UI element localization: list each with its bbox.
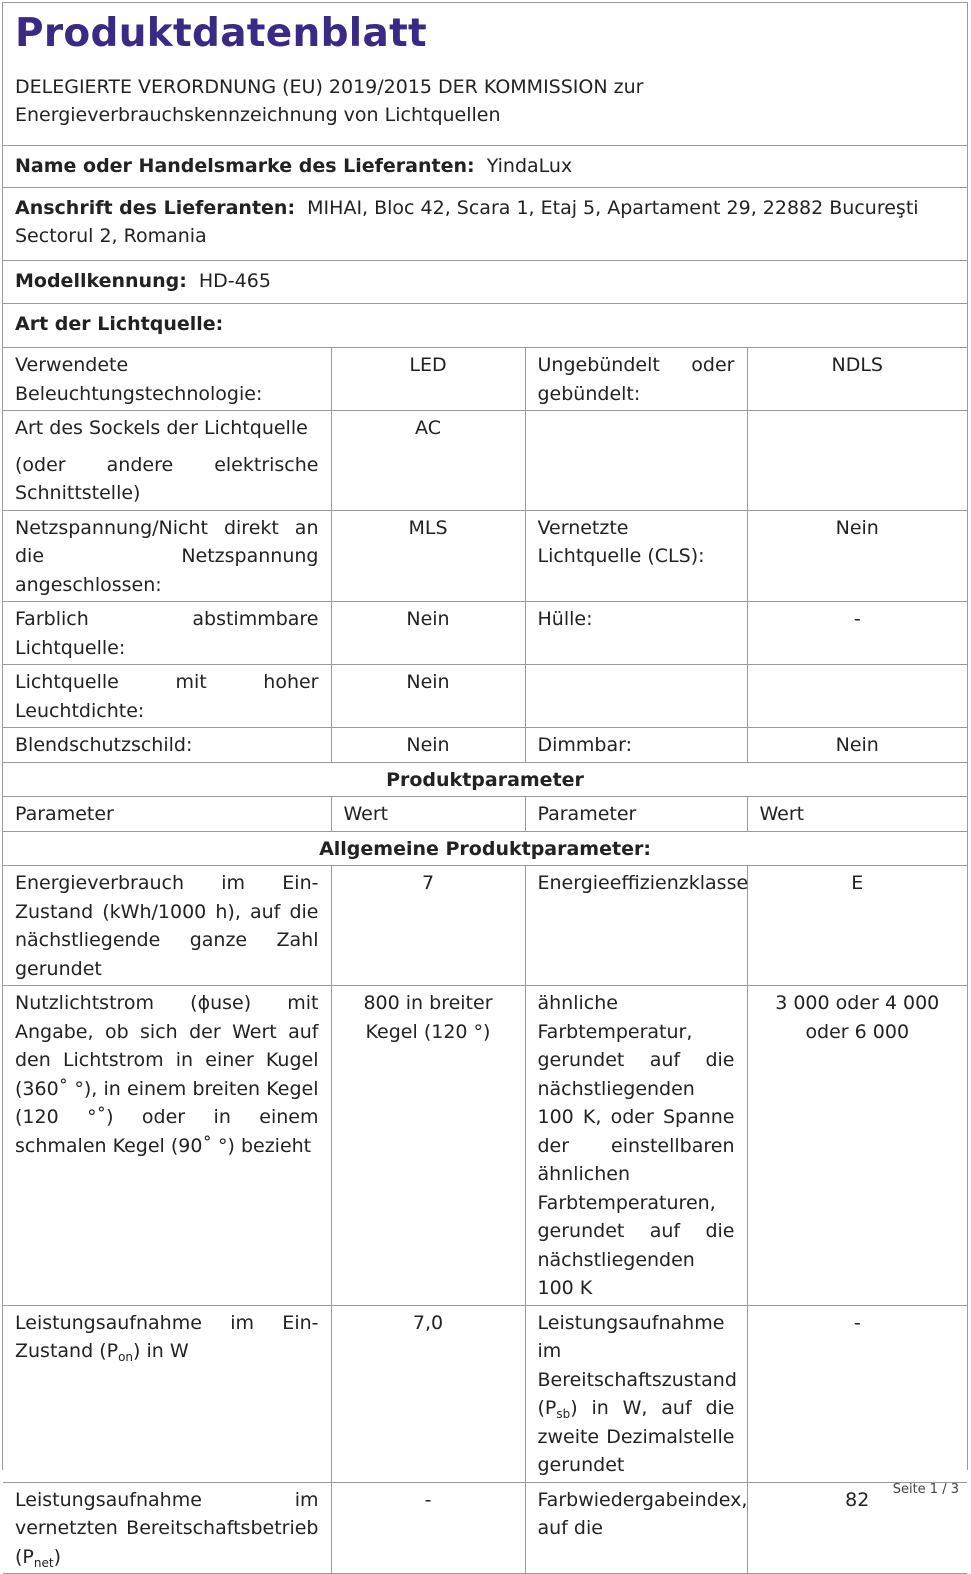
table-row — [3, 602, 967, 665]
power-on-subscript: on — [118, 1350, 134, 1364]
energy-consumption-value: 7 — [331, 866, 525, 986]
table-row — [3, 411, 967, 511]
column-header-value: Wert — [331, 797, 525, 832]
luminous-flux-value: 800 in breiter Kegel (120 °) — [331, 986, 525, 1306]
cri-label: Farbwiedergabeindex, auf die — [525, 1482, 747, 1574]
glare-shield-value: Nein — [331, 728, 525, 763]
table-row — [3, 797, 967, 832]
cap-value: AC — [331, 411, 525, 511]
supplier-name-label: Name oder Handelsmarke des Lieferanten: — [15, 155, 475, 177]
supplier-address-row — [3, 188, 967, 261]
power-on-label-suffix: ) in W — [133, 1340, 189, 1362]
empty-cell — [525, 411, 747, 511]
envelope-label: Hülle: — [525, 602, 747, 665]
table-row — [3, 1482, 967, 1574]
regulation-row — [3, 65, 967, 146]
power-on-label-text: Leistungsaufnahme im Ein-Zustand (P — [15, 1311, 319, 1362]
page-title: Produktdatenblatt — [15, 11, 427, 56]
product-parameters-header: Produktparameter — [3, 762, 967, 797]
energy-class-label: Energieeffizienzklasse — [525, 866, 747, 986]
supplier-name-row — [3, 146, 967, 188]
supplier-address-value: MIHAI, Bloc 42, Scara 1, Etaj 5, Apartament 29, 22882 Bucureşti Sectorul 2, Romania — [15, 197, 919, 247]
model-label: Modellkennung: — [15, 270, 187, 292]
directional-label: Ungebündelt oder gebündelt: — [525, 348, 747, 411]
energy-class-value: E — [747, 866, 967, 986]
light-type-header — [3, 304, 967, 348]
mains-label: Netzspannung/Nicht direkt an die Netzspannung angeschlossen: — [3, 510, 331, 602]
power-on-value: 7,0 — [331, 1305, 525, 1482]
standby-label-suffix: ) in W, auf die zweite Dezimalstelle gerundet — [537, 1397, 735, 1476]
glare-shield-label: Blendschutzschild: — [3, 728, 331, 763]
table-row — [3, 762, 967, 797]
regulation-line-1: DELEGIERTE VERORDNUNG (EU) 2019/2015 DER KOMMISSION zur — [15, 76, 644, 98]
table-row — [3, 348, 967, 411]
directional-value: NDLS — [747, 348, 967, 411]
network-standby-subscript: net — [33, 1555, 54, 1570]
empty-cell — [747, 665, 967, 728]
mains-value: MLS — [331, 510, 525, 602]
table-row — [3, 866, 967, 986]
power-on-label — [3, 1305, 331, 1482]
general-parameters-header: Allgemeine Produktparameter: — [3, 831, 967, 866]
model-value: HD-465 — [198, 270, 271, 292]
standby-label — [525, 1305, 747, 1482]
table-row — [3, 665, 967, 728]
table-row — [3, 1305, 967, 1482]
cap-label-cell — [3, 411, 331, 511]
column-header-parameter: Parameter — [3, 797, 331, 832]
empty-cell — [747, 411, 967, 511]
supplier-address-label: Anschrift des Lieferanten: — [15, 197, 296, 219]
network-standby-label — [3, 1482, 331, 1574]
page-number: Seite 1 / 3 — [892, 1482, 959, 1497]
tech-value: LED — [331, 348, 525, 411]
standby-value: - — [747, 1305, 967, 1482]
cap-label-line-2: (oder andere elektrische Schnittstelle) — [15, 453, 319, 504]
empty-cell — [525, 665, 747, 728]
table-row — [3, 510, 967, 602]
envelope-value: - — [747, 602, 967, 665]
high-luminance-value: Nein — [331, 665, 525, 728]
table-row — [3, 831, 967, 866]
parameters-table — [3, 348, 967, 1574]
connected-value: Nein — [747, 510, 967, 602]
energy-consumption-label: Energieverbrauch im Ein-Zustand (kWh/1000 h), auf die nächstliegende ganze Zahl gerundet — [3, 866, 331, 986]
cct-label: ähnliche Farbtemperatur, gerundet auf die nächstliegenden 100 K, oder Spanne der einstellbaren ähnlichen Farbtemperaturen, gerundet auf die nächstliegenden 100 K — [525, 986, 747, 1306]
dimmable-label: Dimmbar: — [525, 728, 747, 763]
table-row — [3, 986, 967, 1306]
column-header-parameter: Parameter — [525, 797, 747, 832]
column-header-value: Wert — [747, 797, 967, 832]
table-row — [3, 728, 967, 763]
cap-label-line-1: Art des Sockels der Lichtquelle — [15, 417, 308, 439]
cri-value: 82 — [747, 1482, 967, 1574]
colour-tunable-label: Farblich abstimmbare Lichtquelle: — [3, 602, 331, 665]
regulation-line-2: Energieverbrauchskennzeichnung von Lichtquellen — [15, 104, 501, 126]
supplier-name-value: YindaLux — [486, 155, 573, 177]
cct-value: 3 000 oder 4 000 oder 6 000 — [747, 986, 967, 1306]
network-standby-label-suffix: ) — [53, 1545, 61, 1568]
luminous-flux-label: Nutzlichtstrom (ϕuse) mit Angabe, ob sich der Wert auf den Lichtstrom in einer Kugel (360˚ °), in einem breiten Kegel (120 °˚) oder in einem schmalen Kegel (90˚ °) bezieht — [3, 986, 331, 1306]
high-luminance-label: Lichtquelle mit hoher Leuchtdichte: — [3, 665, 331, 728]
model-row — [3, 261, 967, 304]
colour-tunable-value: Nein — [331, 602, 525, 665]
dimmable-value: Nein — [747, 728, 967, 763]
tech-label: Verwendete Beleuchtungstechnologie: — [3, 348, 331, 411]
standby-label-text: Leistungsaufnahme im Bereitschaftszustand (P — [537, 1311, 737, 1419]
network-standby-value: - — [331, 1482, 525, 1574]
connected-label: Vernetzte Lichtquelle (CLS): — [525, 510, 747, 602]
standby-subscript: sb — [556, 1407, 571, 1421]
network-standby-label-text: Leistungsaufnahme im vernetzten Bereitschaftsbetrieb (P — [15, 1488, 319, 1568]
light-type-title: Art der Lichtquelle: — [15, 313, 224, 335]
